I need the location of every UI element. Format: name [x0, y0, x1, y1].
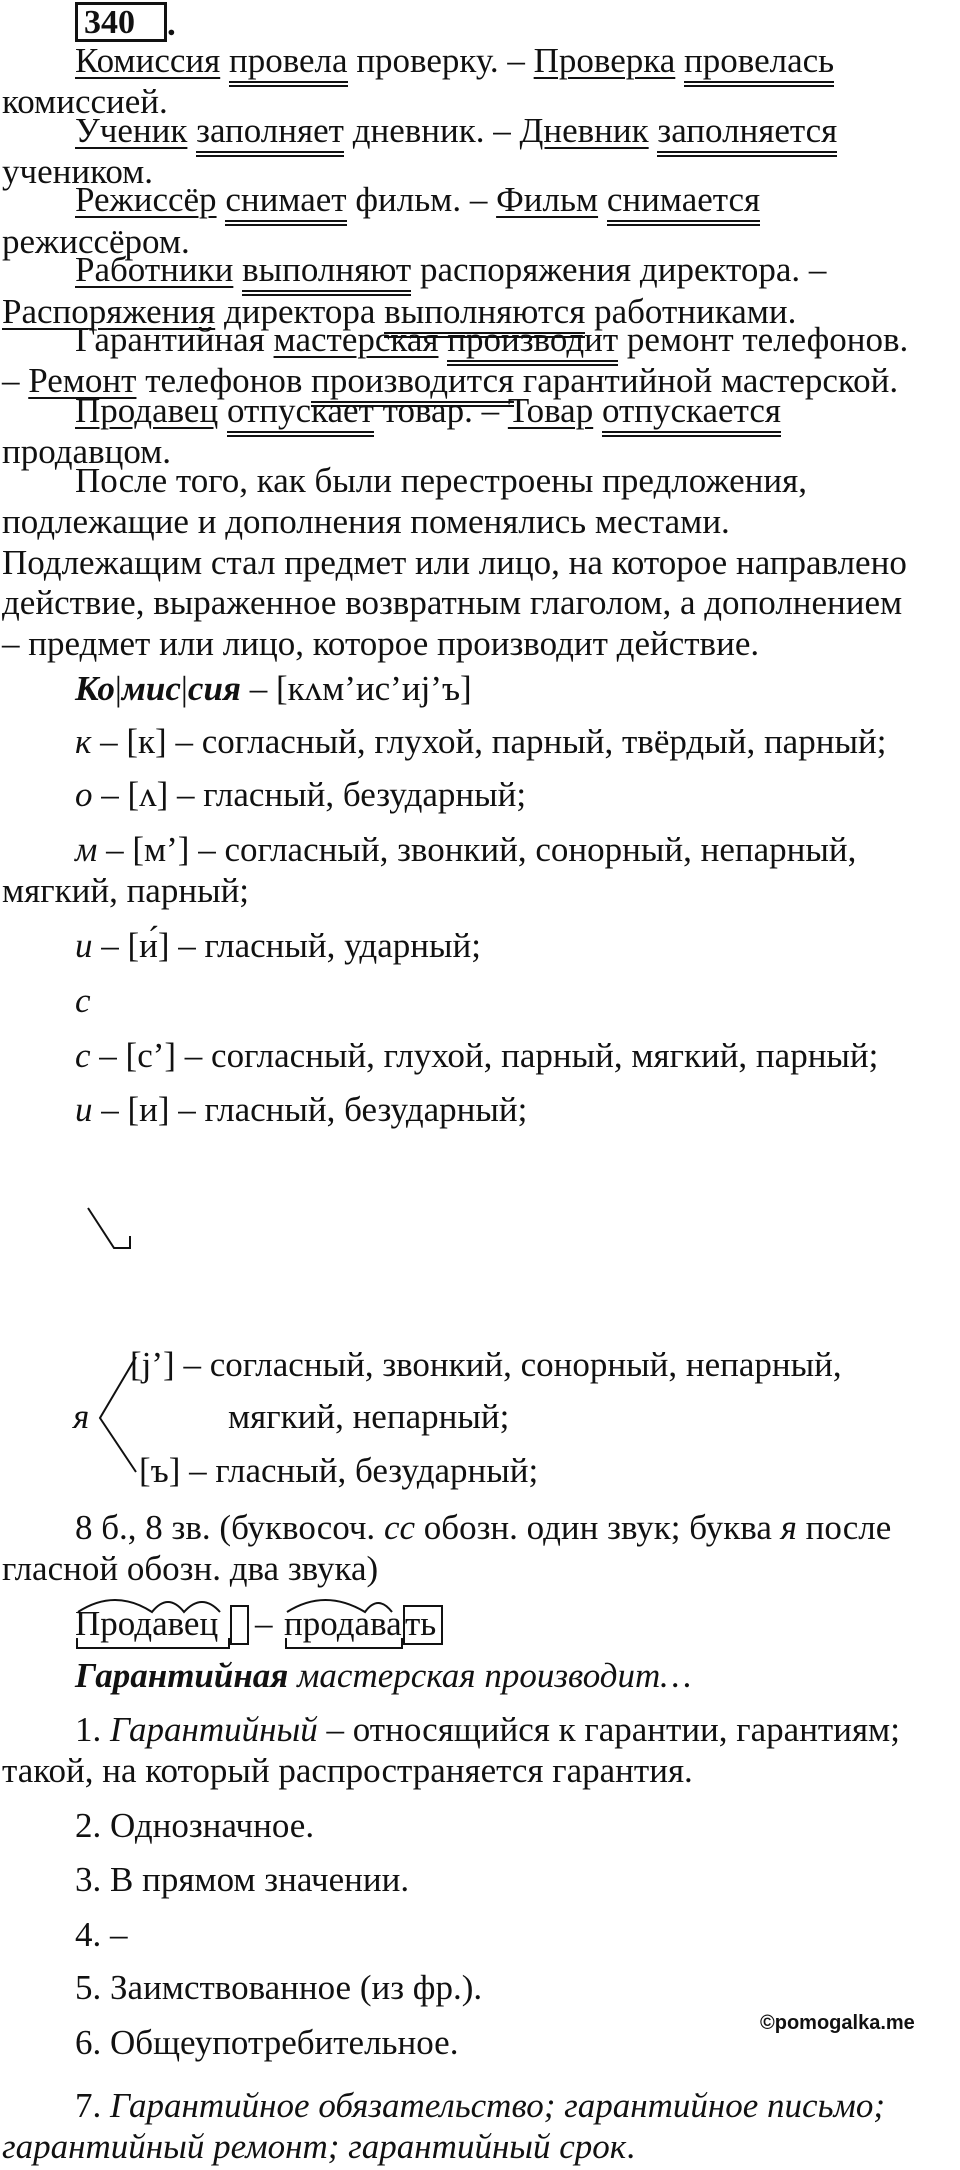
object: фильм. [355, 180, 462, 219]
subject: Продавец [75, 391, 219, 430]
predicate: выполняются [384, 292, 585, 338]
explanation-line: действие, выраженное возвратным глаголом, а дополнением [2, 583, 903, 622]
object: режиссёром. [2, 222, 190, 261]
subject: Ученик [75, 111, 188, 150]
item-number: 7. [75, 2086, 102, 2125]
subject: Фильм [496, 180, 599, 219]
predicate: провела [229, 41, 348, 87]
summary-italic: я [780, 1508, 797, 1547]
predicate: снимает [225, 180, 346, 226]
item-text: Однозначное. [101, 1806, 315, 1845]
morph-word-2-ending: ть [405, 1604, 437, 1643]
predicate: заполняет [196, 111, 344, 157]
transcription: – [кʌм’ис’иj’ъ] [240, 669, 472, 708]
item-number: 3. [75, 1860, 102, 1899]
item-number: 2. [75, 1806, 102, 1845]
modifier: Гарантийная [75, 320, 265, 359]
object: учеником. [2, 152, 154, 191]
object: комиссией. [2, 82, 168, 121]
dash: – [808, 250, 827, 289]
zero-ending-box [231, 1606, 248, 1644]
heading-word: Гарантийная [75, 1656, 289, 1695]
predicate: заполняется [657, 111, 837, 157]
sound-description: мягкий, парный; [2, 871, 250, 910]
subject: Работники [75, 250, 234, 289]
syllable: мис [121, 669, 181, 708]
root-arc-word1 [78, 1600, 220, 1612]
heading-rest: мастерская производит… [288, 1656, 692, 1695]
item-number: 5. [75, 1968, 102, 2007]
item-text: – [101, 1915, 128, 1954]
object: работниками. [594, 292, 797, 331]
item-italic: Гарантийное обязательство; гарантийное письмо; [101, 2086, 885, 2125]
object: дневник. [352, 111, 485, 150]
predicate: снимается [607, 180, 760, 226]
summary-text: 8 б., 8 зв. (буквосоч. [75, 1508, 384, 1547]
explanation-line: подлежащие и дополнения поменялись местами. [2, 502, 730, 541]
dash: – [507, 41, 525, 80]
predicate: выполняют [242, 250, 411, 296]
ya-branch-line-3: [ъ] – гласный, безударный; [139, 1451, 539, 1490]
sound-description: – [с’] – согласный, глухой, парный, мягкий, парный; [90, 1036, 879, 1075]
exercise-number-dot: . [167, 4, 176, 43]
letter: и [75, 926, 93, 965]
predicate: отпускается [602, 391, 781, 437]
ya-branch-line-2: мягкий, непарный; [228, 1397, 510, 1436]
modifier: телефонов [145, 361, 303, 400]
stem-bracket-word1 [77, 1638, 229, 1648]
subject: Распоряжения [2, 292, 216, 331]
subject: Дневник [519, 111, 649, 150]
item-number: 4. [75, 1915, 102, 1954]
object: продавцом. [2, 432, 172, 471]
subject: мастерская [273, 320, 439, 359]
morph-dash: – [255, 1604, 273, 1643]
explanation-line: – предмет или лицо, которое производит действие. [2, 624, 760, 663]
sound-description: – [и́] – гласный, ударный; [92, 926, 481, 965]
predicate: производит [447, 320, 618, 366]
object: гарантийной мастерской. [522, 361, 899, 400]
exercise-number: 340 [84, 4, 135, 41]
item-text: – относящийся к гарантии, гарантиям; [317, 1710, 900, 1749]
letter: и [75, 1090, 93, 1129]
syllable-separator: | [180, 669, 188, 708]
dash: – [2, 361, 20, 400]
explanation-line: Подлежащим стал предмет или лицо, на которое направлено [2, 543, 907, 582]
dash: – [469, 180, 488, 219]
object: проверку. [356, 41, 499, 80]
ya-branch-line-1: [j’] – согласный, звонкий, сонорный, непарный, [130, 1345, 842, 1384]
object: товар. [382, 391, 473, 430]
explanation-line: После того, как были перестроены предложения, [75, 461, 807, 500]
sound-description: – [ʌ] – гласный, безударный; [92, 775, 527, 814]
watermark: ©pomogalka.me [760, 2012, 915, 2034]
sound-description: – [к] – согласный, глухой, парный, твёрдый, парный; [91, 722, 887, 761]
letter: о [75, 775, 93, 814]
subject: Режиссёр [75, 180, 217, 219]
predicate: производится [311, 361, 514, 407]
predicate: отпускает [227, 391, 374, 437]
letter: с [75, 1036, 91, 1075]
letter: я [73, 1397, 90, 1436]
summary-italic: сс [383, 1508, 416, 1547]
letter: с [75, 981, 91, 1020]
subject: Проверка [533, 41, 676, 80]
item-italic: Гарантийный [110, 1710, 318, 1749]
item-number: 6. [75, 2023, 102, 2062]
sound-description: – [и] – гласный, безударный; [92, 1090, 528, 1129]
syllable: Ко [75, 669, 115, 708]
morph-word-1: Продавец [75, 1604, 219, 1643]
subject: Товар [507, 391, 594, 430]
ending-box-word2 [404, 1606, 442, 1644]
sound-description: – [м’] – согласный, звонкий, сонорный, непарный, [97, 830, 857, 869]
item-text: Общеупотребительное. [101, 2023, 459, 2062]
morph-word-2-stem: продава [284, 1604, 402, 1643]
summary-text: после [796, 1508, 892, 1547]
object: ремонт телефонов. [626, 320, 909, 359]
phonetic-summary-cont: гласной обозн. два звука) [2, 1549, 379, 1588]
syllable-separator: | [114, 669, 122, 708]
syllable: сия [187, 669, 241, 708]
item-text: . [626, 2127, 635, 2166]
object: распоряжения директора. [419, 250, 801, 289]
item-text: такой, на который распространяется гарантия. [2, 1751, 693, 1790]
letter: м [75, 830, 98, 869]
root-arc-word2 [287, 1600, 392, 1612]
summary-text: обозн. один звук; буква [415, 1508, 781, 1547]
item-text: В прямом значении. [101, 1860, 410, 1899]
subject: Комиссия [75, 41, 221, 80]
letter: к [75, 722, 92, 761]
item-number: 1. [75, 1710, 102, 1749]
modifier: директора [223, 292, 376, 331]
ss-merge-bracket [88, 1208, 130, 1248]
ya-fork-bracket [100, 1357, 136, 1472]
predicate: провелась [684, 41, 834, 87]
dash: – [493, 111, 511, 150]
item-italic: гарантийный ремонт; гарантийный срок [2, 2127, 627, 2166]
item-text: Заимствованное (из фр.). [101, 1968, 483, 2007]
subject: Ремонт [28, 361, 137, 400]
dash: – [481, 391, 500, 430]
stem-bracket-word2 [286, 1638, 402, 1648]
